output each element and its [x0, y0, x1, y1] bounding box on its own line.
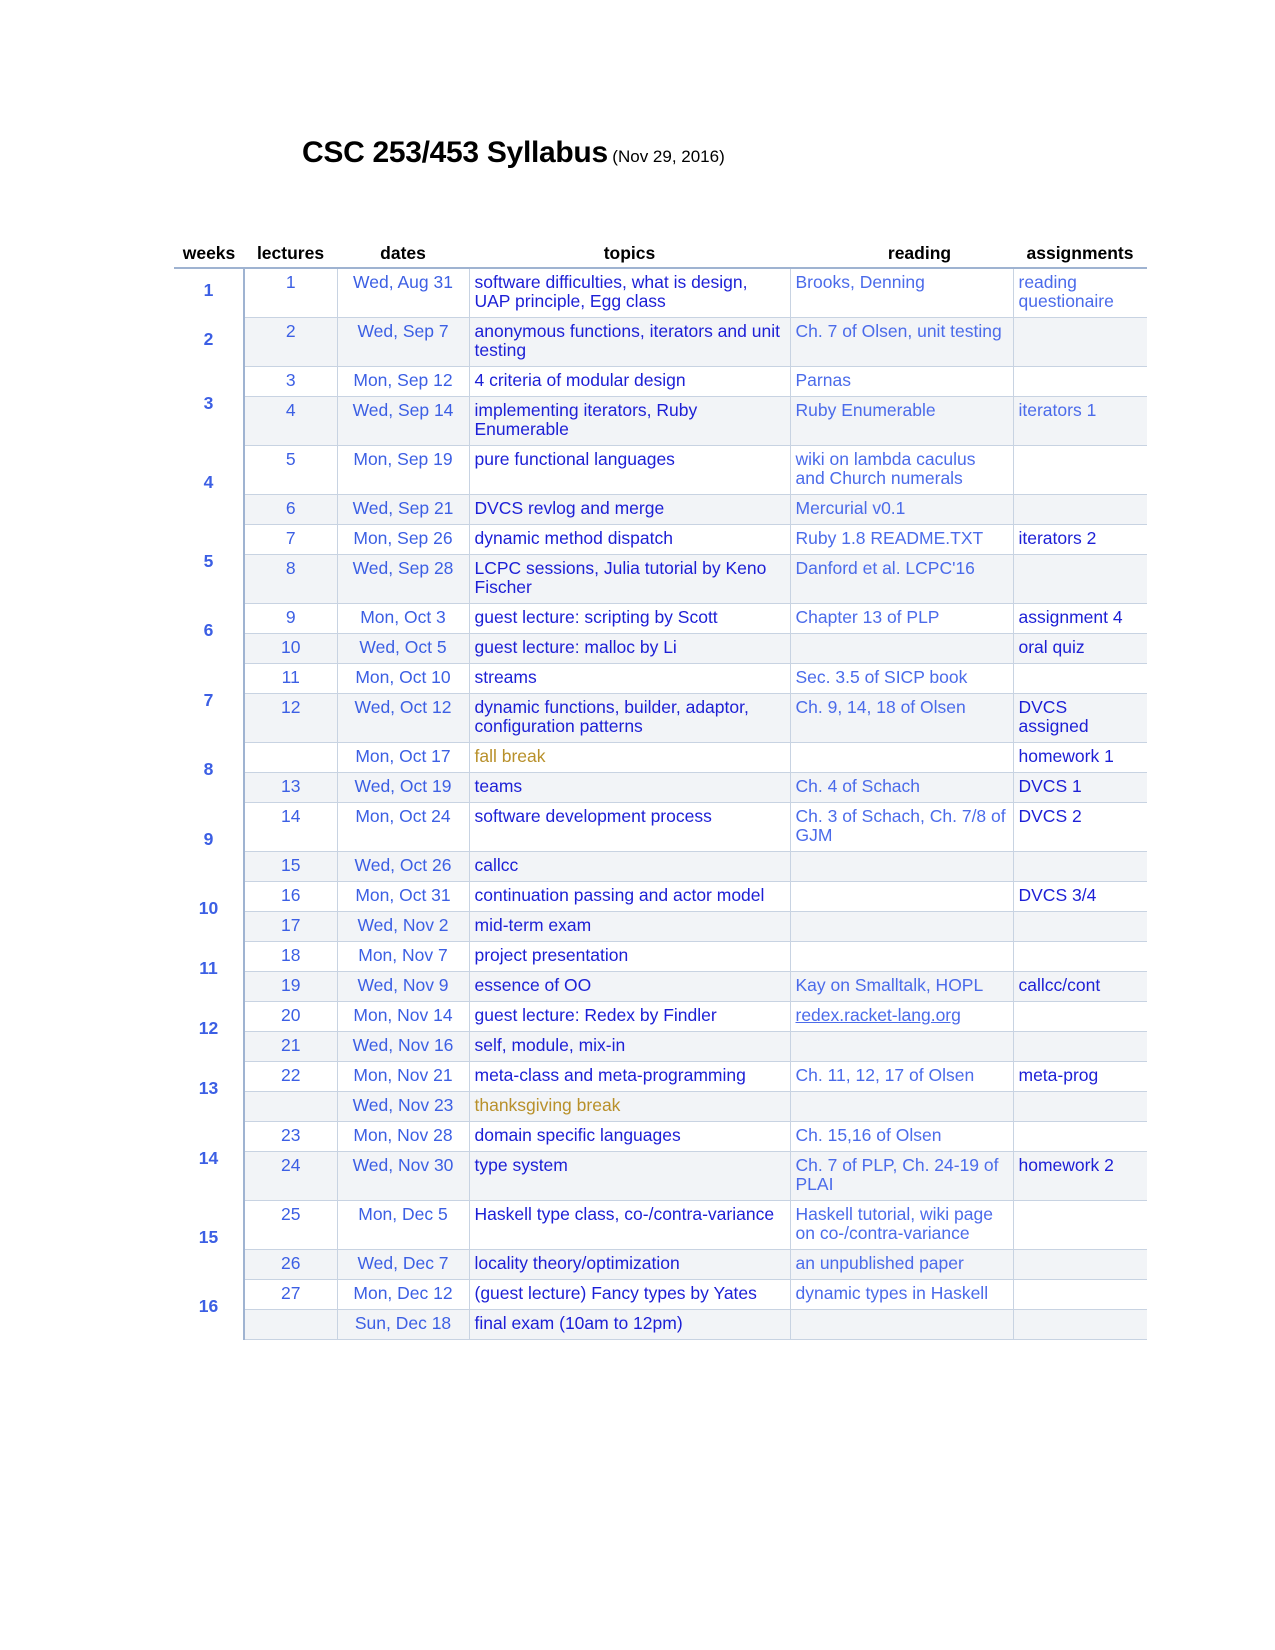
table-row [174, 1002, 1147, 1032]
date-cell: Mon, Oct 17 [337, 743, 469, 773]
reading-cell [790, 942, 1013, 972]
reading-cell: Ch. 15,16 of Olsen [790, 1122, 1013, 1152]
week-cell: 8 [174, 743, 244, 803]
week-cell: 7 [174, 664, 244, 743]
lecture-cell: 26 [244, 1250, 337, 1280]
assignment-cell: iterators 2 [1013, 525, 1147, 555]
date-cell: Wed, Sep 7 [337, 318, 469, 367]
lecture-cell: 20 [244, 1002, 337, 1032]
date-cell: Wed, Oct 5 [337, 634, 469, 664]
date-cell: Mon, Sep 19 [337, 446, 469, 495]
reading-cell: Ch. 3 of Schach, Ch. 7/8 of GJM [790, 803, 1013, 852]
date-cell: Mon, Dec 12 [337, 1280, 469, 1310]
topic-cell: software development process [469, 803, 790, 852]
assignment-cell: iterators 1 [1013, 397, 1147, 446]
topic-cell: pure functional languages [469, 446, 790, 495]
table-row [174, 1152, 1147, 1201]
topic-cell: dynamic method dispatch [469, 525, 790, 555]
date-cell: Wed, Nov 30 [337, 1152, 469, 1201]
header-weeks: weeks [182, 243, 236, 263]
date-cell: Mon, Sep 26 [337, 525, 469, 555]
reading-cell [790, 882, 1013, 912]
reading-cell: Ruby 1.8 README.TXT [790, 525, 1013, 555]
reading-cell: Brooks, Denning [790, 268, 1013, 318]
assignment-cell: reading questionaire [1013, 268, 1147, 318]
lecture-cell: 19 [244, 972, 337, 1002]
assignment-cell: DVCS 1 [1013, 773, 1147, 803]
topic-cell: dynamic functions, builder, adaptor, configuration patterns [469, 694, 790, 743]
reading-cell [790, 1032, 1013, 1062]
date-cell: Mon, Nov 14 [337, 1002, 469, 1032]
assignment-cell [1013, 495, 1147, 525]
lecture-cell: 7 [244, 525, 337, 555]
date-cell: Mon, Nov 7 [337, 942, 469, 972]
assignment-cell [1013, 942, 1147, 972]
reading-cell: Ruby Enumerable [790, 397, 1013, 446]
reading-cell: an unpublished paper [790, 1250, 1013, 1280]
date-cell: Mon, Sep 12 [337, 367, 469, 397]
syllabus-title: CSC 253/453 Syllabus [302, 136, 608, 169]
week-cell: 1 [174, 268, 244, 318]
topic-cell: 4 criteria of modular design [469, 367, 790, 397]
table-row [174, 1250, 1147, 1280]
table-row [174, 882, 1147, 912]
topic-cell: guest lecture: Redex by Findler [469, 1002, 790, 1032]
header-topics: topics [603, 243, 656, 263]
header-reading: reading [887, 243, 952, 263]
reading-cell: dynamic types in Haskell [790, 1280, 1013, 1310]
table-row [174, 803, 1147, 852]
assignment-cell [1013, 1032, 1147, 1062]
date-cell: Wed, Sep 21 [337, 495, 469, 525]
topic-cell: guest lecture: scripting by Scott [469, 604, 790, 634]
reading-cell: Ch. 4 of Schach [790, 773, 1013, 803]
lecture-cell [244, 1092, 337, 1122]
table-row [174, 743, 1147, 773]
table-row [174, 446, 1147, 495]
table-row [174, 773, 1147, 803]
table-row [174, 694, 1147, 743]
reading-cell: Ch. 7 of Olsen, unit testing [790, 318, 1013, 367]
topic-cell: locality theory/optimization [469, 1250, 790, 1280]
reading-cell [790, 852, 1013, 882]
lecture-cell: 2 [244, 318, 337, 367]
date-cell: Mon, Nov 21 [337, 1062, 469, 1092]
table-row [174, 1062, 1147, 1092]
date-cell: Wed, Oct 19 [337, 773, 469, 803]
assignment-cell: homework 2 [1013, 1152, 1147, 1201]
reading-cell: Sec. 3.5 of SICP book [790, 664, 1013, 694]
topic-cell: self, module, mix-in [469, 1032, 790, 1062]
week-cell: 5 [174, 525, 244, 604]
topic-cell: meta-class and meta-programming [469, 1062, 790, 1092]
assignment-cell [1013, 1201, 1147, 1250]
assignment-cell: callcc/cont [1013, 972, 1147, 1002]
assignment-cell [1013, 555, 1147, 604]
table-row [174, 1201, 1147, 1250]
reading-cell [790, 1092, 1013, 1122]
date-cell: Mon, Nov 28 [337, 1122, 469, 1152]
week-cell: 10 [174, 882, 244, 942]
week-cell: 15 [174, 1201, 244, 1280]
table-row [174, 1280, 1147, 1310]
topic-cell: (guest lecture) Fancy types by Yates [469, 1280, 790, 1310]
table-row [174, 367, 1147, 397]
topic-cell: mid-term exam [469, 912, 790, 942]
lecture-cell: 8 [244, 555, 337, 604]
lecture-cell: 14 [244, 803, 337, 852]
lecture-cell: 25 [244, 1201, 337, 1250]
assignment-cell: homework 1 [1013, 743, 1147, 773]
lecture-cell: 13 [244, 773, 337, 803]
date-cell: Sun, Dec 18 [337, 1310, 469, 1340]
date-cell: Wed, Dec 7 [337, 1250, 469, 1280]
topic-cell: DVCS revlog and merge [469, 495, 790, 525]
week-cell: 9 [174, 803, 244, 882]
date-cell: Mon, Oct 24 [337, 803, 469, 852]
page-title [302, 136, 725, 170]
table-row [174, 1122, 1147, 1152]
lecture-cell: 23 [244, 1122, 337, 1152]
date-cell: Mon, Oct 3 [337, 604, 469, 634]
topic-cell: final exam (10am to 12pm) [469, 1310, 790, 1340]
table-row [174, 1310, 1147, 1340]
lecture-cell: 4 [244, 397, 337, 446]
reading-cell [790, 743, 1013, 773]
lecture-cell: 10 [244, 634, 337, 664]
lecture-cell: 18 [244, 942, 337, 972]
date-cell: Wed, Sep 28 [337, 555, 469, 604]
table-row [174, 397, 1147, 446]
assignment-cell [1013, 367, 1147, 397]
table-row [174, 495, 1147, 525]
topic-cell: guest lecture: malloc by Li [469, 634, 790, 664]
reading-cell: Ch. 9, 14, 18 of Olsen [790, 694, 1013, 743]
assignment-cell [1013, 912, 1147, 942]
lecture-cell: 16 [244, 882, 337, 912]
week-cell: 6 [174, 604, 244, 664]
assignment-cell: DVCS 2 [1013, 803, 1147, 852]
assignment-cell [1013, 446, 1147, 495]
lecture-cell: 9 [244, 604, 337, 634]
assignment-cell: oral quiz [1013, 634, 1147, 664]
week-cell: 14 [174, 1122, 244, 1201]
reading-cell [790, 634, 1013, 664]
topic-cell: domain specific languages [469, 1122, 790, 1152]
reading-cell [790, 1310, 1013, 1340]
lecture-cell [244, 743, 337, 773]
reading-cell: Chapter 13 of PLP [790, 604, 1013, 634]
table-row [174, 318, 1147, 367]
assignment-cell [1013, 664, 1147, 694]
reading-cell: Danford et al. LCPC'16 [790, 555, 1013, 604]
topic-cell: continuation passing and actor model [469, 882, 790, 912]
reading-cell [790, 912, 1013, 942]
assignment-cell [1013, 1122, 1147, 1152]
reading-cell[interactable] [790, 1002, 1013, 1032]
reading-cell: Haskell tutorial, wiki page on co-/contra-variance [790, 1201, 1013, 1250]
assignment-cell [1013, 1310, 1147, 1340]
date-cell: Mon, Oct 10 [337, 664, 469, 694]
lecture-cell: 6 [244, 495, 337, 525]
syllabus-table [174, 240, 1147, 1340]
assignment-cell: DVCS assigned [1013, 694, 1147, 743]
table-row [174, 634, 1147, 664]
topic-cell: teams [469, 773, 790, 803]
lecture-cell: 1 [244, 268, 337, 318]
reading-cell: Parnas [790, 367, 1013, 397]
topic-cell: software difficulties, what is design, UAP principle, Egg class [469, 268, 790, 318]
date-cell: Wed, Nov 9 [337, 972, 469, 1002]
assignment-cell [1013, 318, 1147, 367]
lecture-cell: 22 [244, 1062, 337, 1092]
lecture-cell: 24 [244, 1152, 337, 1201]
date-cell: Mon, Oct 31 [337, 882, 469, 912]
date-cell: Wed, Oct 12 [337, 694, 469, 743]
date-cell: Wed, Nov 16 [337, 1032, 469, 1062]
table-row [174, 942, 1147, 972]
assignment-cell: DVCS 3/4 [1013, 882, 1147, 912]
table-row [174, 604, 1147, 634]
assignment-cell: assignment 4 [1013, 604, 1147, 634]
topic-cell: LCPC sessions, Julia tutorial by Keno Fischer [469, 555, 790, 604]
lecture-cell: 21 [244, 1032, 337, 1062]
lecture-cell: 17 [244, 912, 337, 942]
assignment-cell [1013, 852, 1147, 882]
header-assignments: assignments [1026, 243, 1134, 263]
week-cell: 2 [174, 318, 244, 367]
topic-cell: fall break [469, 743, 790, 773]
week-cell: 11 [174, 942, 244, 1002]
table-row [174, 972, 1147, 1002]
table-row [174, 912, 1147, 942]
topic-cell: essence of OO [469, 972, 790, 1002]
week-cell: 16 [174, 1280, 244, 1340]
reading-cell: Ch. 11, 12, 17 of Olsen [790, 1062, 1013, 1092]
table-row [174, 664, 1147, 694]
table-row [174, 555, 1147, 604]
week-cell: 3 [174, 367, 244, 446]
date-cell: Wed, Oct 26 [337, 852, 469, 882]
syllabus-date: (Nov 29, 2016) [612, 147, 725, 166]
week-cell: 13 [174, 1062, 244, 1122]
topic-cell: callcc [469, 852, 790, 882]
header-dates: dates [380, 243, 426, 263]
week-cell: 4 [174, 446, 244, 525]
table-row [174, 525, 1147, 555]
date-cell: Wed, Nov 23 [337, 1092, 469, 1122]
reading-cell: wiki on lambda caculus and Church numerals [790, 446, 1013, 495]
reading-cell: Kay on Smalltalk, HOPL [790, 972, 1013, 1002]
lecture-cell: 27 [244, 1280, 337, 1310]
table-row [174, 1092, 1147, 1122]
date-cell: Wed, Sep 14 [337, 397, 469, 446]
week-cell: 12 [174, 1002, 244, 1062]
lecture-cell: 3 [244, 367, 337, 397]
assignment-cell [1013, 1002, 1147, 1032]
topic-cell: implementing iterators, Ruby Enumerable [469, 397, 790, 446]
topic-cell: project presentation [469, 942, 790, 972]
topic-cell: type system [469, 1152, 790, 1201]
table-header-row [174, 240, 1147, 268]
assignment-cell [1013, 1250, 1147, 1280]
table-row [174, 268, 1147, 318]
date-cell: Mon, Dec 5 [337, 1201, 469, 1250]
reading-cell: Ch. 7 of PLP, Ch. 24-19 of PLAI [790, 1152, 1013, 1201]
topic-cell: anonymous functions, iterators and unit testing [469, 318, 790, 367]
table-row [174, 1032, 1147, 1062]
assignment-cell [1013, 1280, 1147, 1310]
topic-cell: Haskell type class, co-/contra-variance [469, 1201, 790, 1250]
reading-link[interactable]: redex.racket-lang.org [795, 1005, 961, 1025]
table-row [174, 852, 1147, 882]
topic-cell: thanksgiving break [469, 1092, 790, 1122]
date-cell: Wed, Nov 2 [337, 912, 469, 942]
lecture-cell: 5 [244, 446, 337, 495]
topic-cell: streams [469, 664, 790, 694]
lecture-cell: 15 [244, 852, 337, 882]
assignment-cell: meta-prog [1013, 1062, 1147, 1092]
lecture-cell: 12 [244, 694, 337, 743]
lecture-cell [244, 1310, 337, 1340]
date-cell: Wed, Aug 31 [337, 268, 469, 318]
lecture-cell: 11 [244, 664, 337, 694]
header-lectures: lectures [256, 243, 325, 263]
reading-cell: Mercurial v0.1 [790, 495, 1013, 525]
assignment-cell [1013, 1092, 1147, 1122]
